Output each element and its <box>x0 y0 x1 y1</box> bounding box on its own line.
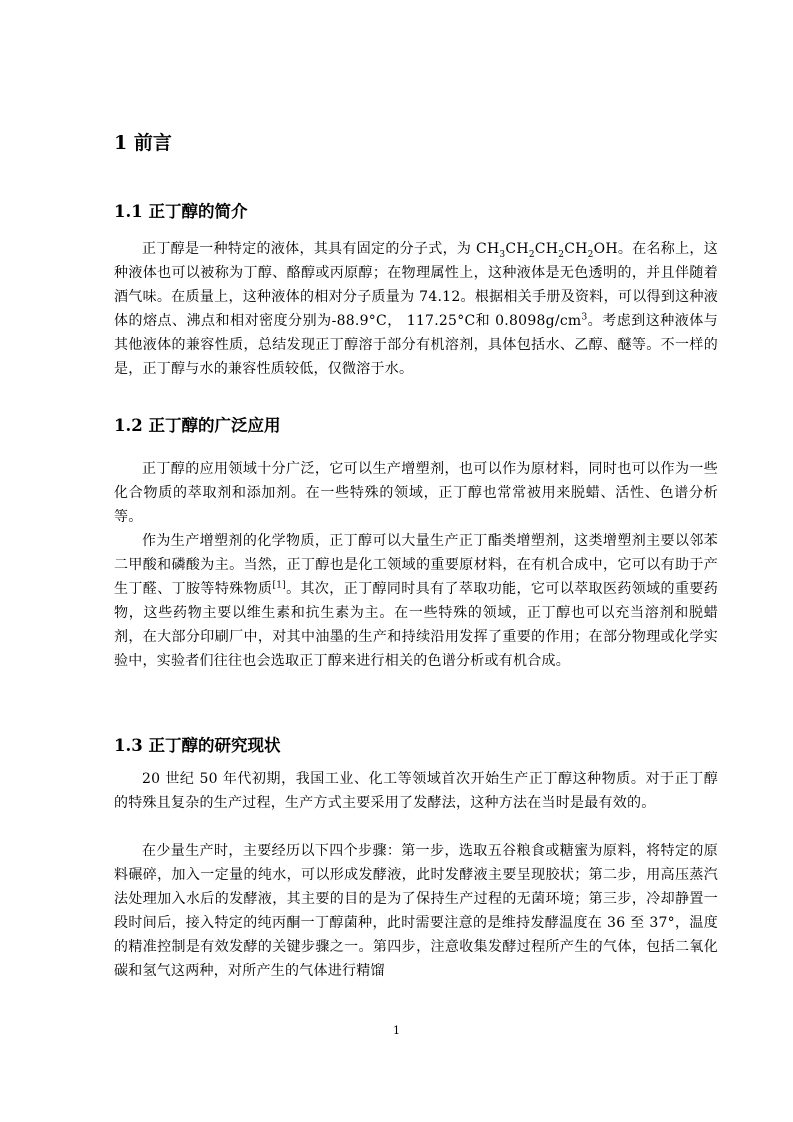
chapter-heading: 1 前言 <box>114 132 172 154</box>
subscript: 2 <box>558 249 565 260</box>
text-segment: 。考虑到这种液体与其他液体的兼容性质，总结发现正丁醇溶于部分有机溶剂，具体包括水、乙醇、醚等。不一样的是，正丁醇与水的兼容性质较低，仅微溶于水。 <box>114 312 719 377</box>
subscript: 2 <box>587 249 594 260</box>
superscript: 3 <box>581 312 588 323</box>
paragraph-intro <box>114 238 718 381</box>
citation-reference: [1] <box>272 580 286 591</box>
text-segment: 作为生产增塑剂的化学物质，正丁醇可以大量生产正丁酯类增塑剂，这类增塑剂主要以邻苯二甲酸和磷酸为主。当然，正丁醇也是化工领域的重要原材料，在有机合成中，它可以有助于产生丁醛、丁胺等特殊物质 <box>114 533 718 597</box>
text-segment: 正丁醇是一种特定的液体，其具有固定的分子式，为 CH <box>142 241 500 257</box>
page-number: 1 <box>393 1024 400 1037</box>
text-segment: 。其次，正丁醇同时具有了萃取功能，它可以萃取医药领域的重要药物，这些药物主要以维生素和抗生素为主。在一些特殊的领域，正丁醇也可以充当溶剂和脱蜡剂，在大部分印刷厂中，对其中油墨的生产和持续沿用发挥了重要的作用；在部分物理或化学实验中，实验者们往往也会选取正丁醇来进行相关的色谱分析或有机合成。 <box>114 580 719 669</box>
subscript: 3 <box>499 249 506 260</box>
text-segment: CH <box>534 241 559 257</box>
paragraph-applications-2 <box>114 530 718 673</box>
section-heading-1-3: 1.3 正丁醇的研究现状 <box>114 736 281 755</box>
paragraph-research-2: 在少量生产时，主要经历以下四个步骤：第一步，选取五谷粮食或糖蜜为原料，将特定的原料碾碎，加入一定量的纯水，可以形成发酵液，此时发酵液主要呈现胶状；第二步，用高压蒸汽法处理加入水后的发酵液，其主要的目的是为了保持生产过程的无菌环境；第三步，冷却静置一段时间后，接入特定的纯丙酮一丁醇菌种，此时需要注意的是维持发酵温度在 36 至 37°，温度的精准控制是有效发酵的关键步骤之一。第四步，注意收集发酵过程所产生的气体，包括二氧化碳和氢气这两种，对所产生的气体进行精馏 <box>114 843 718 979</box>
paragraph-research-1: 20 世纪 50 年代初期，我国工业、化工等领域首次开始生产正丁醇这种物质。对于正丁醇的特殊且复杂的生产过程，生产方式主要采用了发酵法，这种方法在当时是最有效的。 <box>114 771 718 811</box>
text-segment: CH <box>505 241 529 257</box>
paragraph-applications-1: 正丁醇的应用领域十分广泛，它可以生产增塑剂，也可以作为原材料，同时也可以作为一些化合物质的萃取剂和添加剂。在一些特殊的领域，正丁醇也常常被用来脱蜡、活性、色谱分析等。 <box>114 461 718 525</box>
section-heading-1-1: 1.1 正丁醇的简介 <box>114 202 248 221</box>
text-segment: CH <box>564 241 588 257</box>
subscript: 2 <box>528 249 535 260</box>
section-heading-1-2: 1.2 正丁醇的广泛应用 <box>114 416 281 435</box>
text-segment: OH。在名称上，这种液体也可以被称为丁醇、酪醇或丙原醇；在物理属性上，这种液体是无色透明的，并且伴随着酒气味。在质量上，这种液体的相对分子质量为 74.12。根据相关手册及资料，可以得到这种液体的熔点、沸点和相对密度分别为-88.9°C， 117.25°C和 0.8098g/cm <box>114 241 718 329</box>
